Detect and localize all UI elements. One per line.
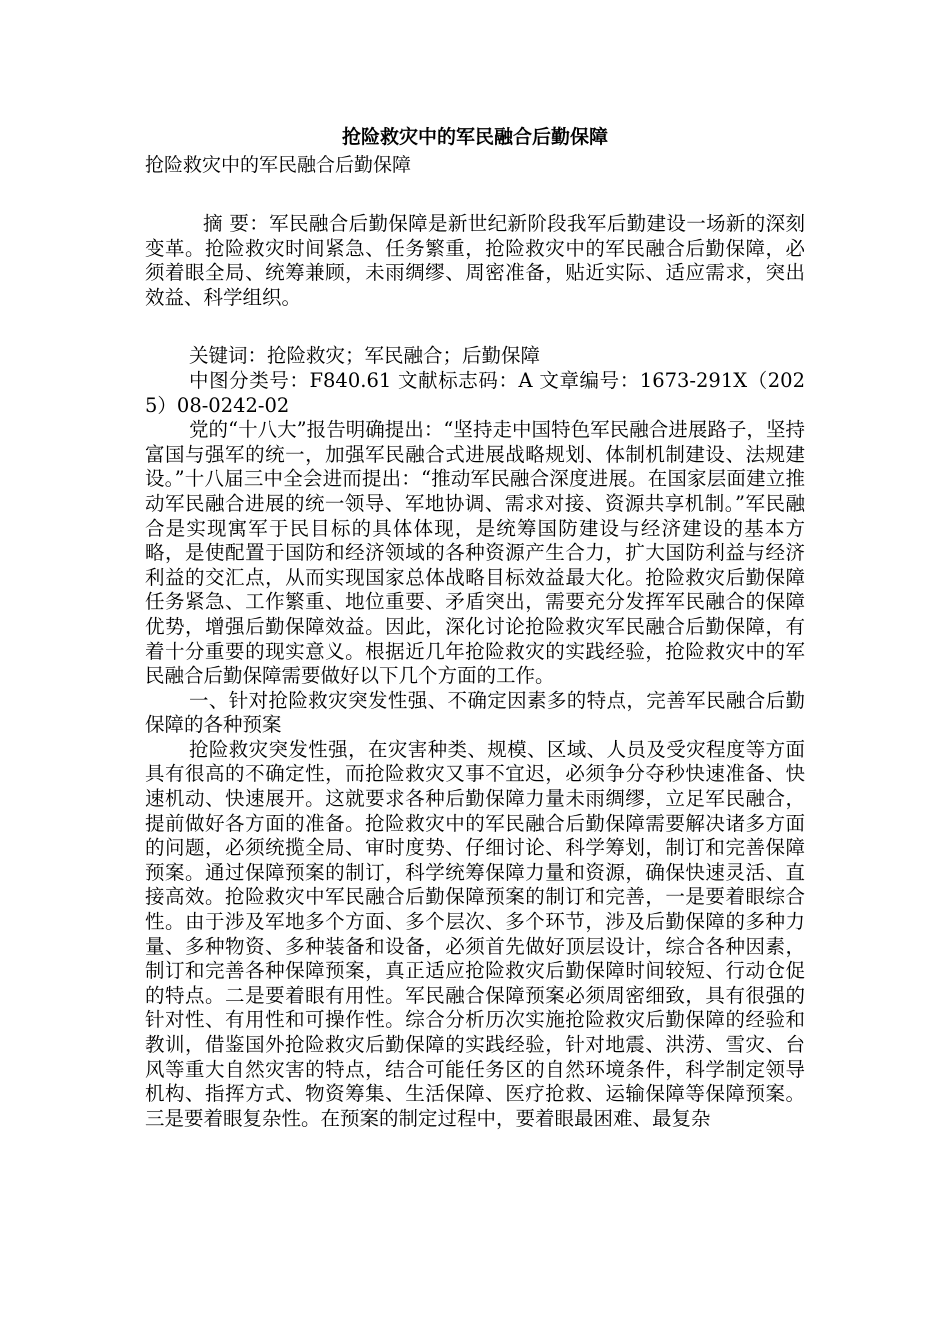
- document-subtitle: 抢险救灾中的军民融合后勤保障: [145, 154, 412, 176]
- body-paragraph-intro: 党的“十八大”报告明确提出：“坚持走中国特色军民融合进展路子，坚持富国与强军的统一，加强军民融合式进展战略规划、体制机制建设、法规建设。”十八届三中全会进而提出：“推动军民融合深度进展。在国家层面建立推动军民融合进展的统一领导、军地协调、需求对接、资源共享机制。”军民融合是实现寓军于民目标的具体体现，是统筹国防建设与经济建设的基本方略，是使配置于国防和经济领域的各种资源产生合力，扩大国防利益与经济利益的交汇点，从而实现国家总体战略目标效益最大化。抢险救灾后勤保障任务紧急、工作繁重、地位重要、矛盾突出，需要充分发挥军民融合的保障优势，增强后勤保障效益。因此，深化讨论抢险救灾军民融合后勤保障，有着十分重要的现实意义。根据近几年抢险救灾的实践经验，抢险救灾中的军民融合后勤保障需要做好以下几个方面的工作。: [145, 418, 805, 688]
- abstract-paragraph: 摘 要：军民融合后勤保障是新世纪新阶段我军后勤建设一场新的深刻变革。抢险救灾时间紧急、任务繁重，抢险救灾中的军民融合后勤保障，必须着眼全局、统筹兼顾，未雨绸缪、周密准备，贴近实际、适应需求，突出效益、科学组织。: [145, 212, 805, 309]
- keywords-line: 关键词：抢险救灾；军民融合；后勤保障: [189, 344, 541, 368]
- classification-line: 中图分类号：F840.61 文献标志码：A 文章编号：1673-291X（2025）08-0242-02: [145, 368, 805, 417]
- section-heading-1: 一、针对抢险救灾突发性强、不确定因素多的特点，完善军民融合后勤保障的各种预案: [145, 688, 805, 737]
- body-paragraph-section-1: 抢险救灾突发性强，在灾害种类、规模、区域、人员及受灾程度等方面具有很高的不确定性，而抢险救灾又事不宜迟，必须争分夺秒快速准备、快速机动、快速展开。这就要求各种后勤保障力量未雨绸缪，立足军民融合，提前做好各方面的准备。抢险救灾中的军民融合后勤保障需要解决诸多方面的问题，必须统揽全局、审时度势、仔细讨论、科学筹划，制订和完善保障预案。通过保障预案的制订，科学统筹保障力量和资源，确保快速灵活、直接高效。抢险救灾中军民融合后勤保障预案的制订和完善，一是要着眼综合性。由于涉及军地多个方面、多个层次、多个环节，涉及后勤保障的多种力量、多种物资、多种装备和设备，必须首先做好顶层设计，综合各种因素，制订和完善各种保障预案，真正适应抢险救灾后勤保障时间较短、行动仓促的特点。二是要着眼有用性。军民融合保障预案必须周密细致，具有很强的针对性、有用性和可操作性。综合分析历次实施抢险救灾后勤保障的经验和教训，借鉴国外抢险救灾后勤保障的实践经验，针对地震、洪涝、雪灾、台风等重大自然灾害的特点，结合可能任务区的自然环境条件，科学制定领导机构、指挥方式、物资筹集、生活保障、医疗抢救、运输保障等保障预案。三是要着眼复杂性。在预案的制定过程中，要着眼最困难、最复杂: [145, 737, 805, 1130]
- document-page: [145, 122, 805, 1131]
- document-title: 抢险救灾中的军民融合后勤保障: [341, 126, 608, 148]
